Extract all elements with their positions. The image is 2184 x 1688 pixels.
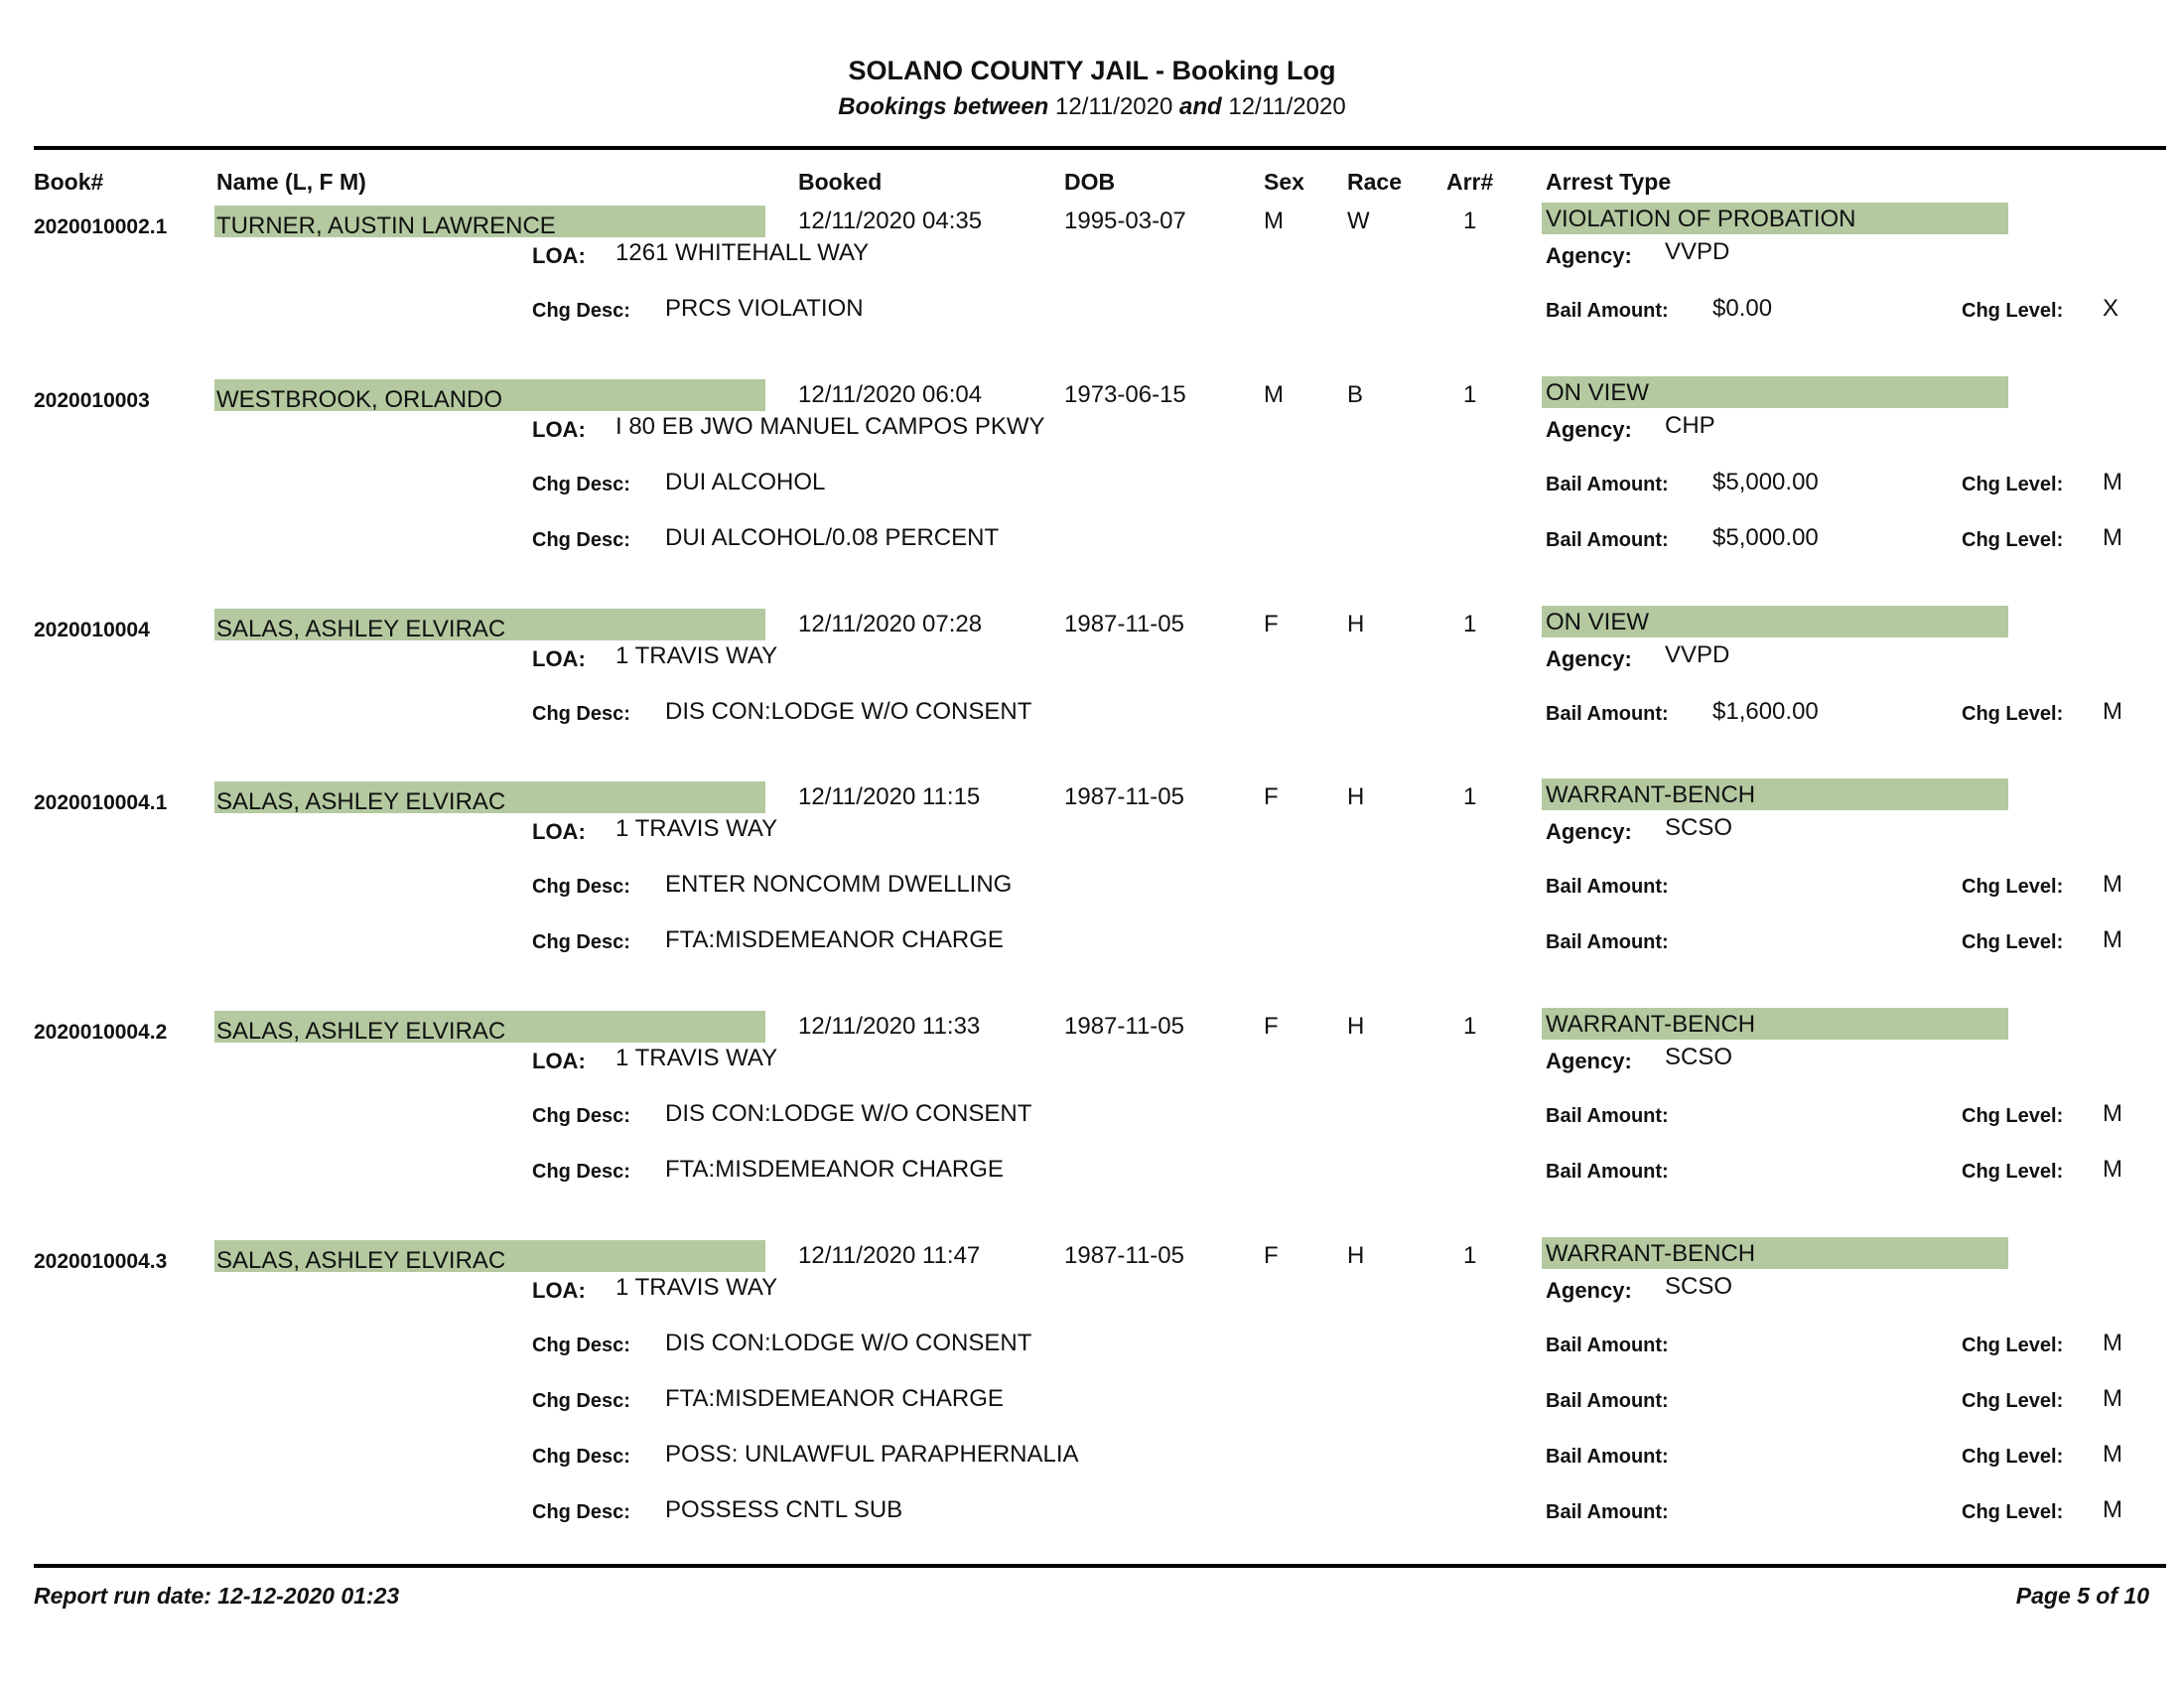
chg-desc-label: Chg Desc: [532,1335,630,1356]
chg-desc-label: Chg Desc: [532,703,630,725]
arrest-type: ON VIEW [1546,379,1650,406]
chg-desc-label: Chg Desc: [532,474,630,495]
race: H [1347,1242,1365,1269]
loa-value: I 80 EB JWO MANUEL CAMPOS PKWY [615,413,1045,440]
agency-value: CHP [1665,412,1715,439]
arrest-type: WARRANT-BENCH [1546,1011,1756,1038]
loa-label: LOA: [532,819,586,844]
chg-level-label: Chg Level: [1962,529,2064,551]
arrest-number: 1 [1463,208,1477,234]
chg-desc-label: Chg Desc: [532,1501,630,1523]
agency-label: Agency: [1546,646,1632,671]
bail-amount-value: $5,000.00 [1712,524,1819,551]
chg-level-label: Chg Level: [1962,1335,2064,1356]
report-run-date: Report run date: 12-12-2020 01:23 [34,1583,400,1609]
chg-level-label: Chg Level: [1962,1501,2064,1523]
date-from: 12/11/2020 [1055,93,1173,120]
charge-description: DUI ALCOHOL/0.08 PERCENT [665,524,1000,551]
bail-amount-value: $5,000.00 [1712,469,1819,495]
chg-level-value: M [2103,524,2122,551]
inmate-name: SALAS, ASHLEY ELVIRAC [216,1247,506,1274]
book-number: 2020010004.1 [34,791,168,814]
chg-level-label: Chg Level: [1962,300,2064,322]
arrest-type: ON VIEW [1546,609,1650,635]
agency-label: Agency: [1546,243,1632,268]
chg-desc-label: Chg Desc: [532,1161,630,1183]
header-rule [34,146,2166,150]
chg-desc-label: Chg Desc: [532,931,630,953]
chg-level-value: X [2103,295,2119,322]
subtitle-and: and [1179,93,1222,120]
chg-desc-label: Chg Desc: [532,876,630,898]
sex: F [1264,1242,1279,1269]
arrest-number: 1 [1463,1013,1477,1040]
book-number: 2020010003 [34,389,150,412]
race: H [1347,783,1365,810]
loa-value: 1261 WHITEHALL WAY [615,239,870,266]
agency-value: SCSO [1665,814,1733,841]
charge-description: DIS CON:LODGE W/O CONSENT [665,1330,1032,1356]
agency-value: SCSO [1665,1273,1733,1300]
col-header-booked: Booked [798,169,883,195]
sex: M [1264,208,1284,234]
sex: F [1264,611,1279,637]
chg-level-value: M [2103,698,2122,725]
bail-amount-label: Bail Amount: [1546,474,1669,495]
charge-description: DIS CON:LODGE W/O CONSENT [665,1100,1032,1127]
chg-level-label: Chg Level: [1962,703,2064,725]
chg-level-label: Chg Level: [1962,931,2064,953]
booked-datetime: 12/11/2020 06:04 [798,381,983,408]
chg-level-label: Chg Level: [1962,1390,2064,1412]
agency-value: VVPD [1665,641,1730,668]
inmate-name: WESTBROOK, ORLANDO [216,386,503,413]
col-header-dob: DOB [1064,169,1116,195]
col-header-arrest-type: Arrest Type [1546,169,1672,195]
chg-level-value: M [2103,1385,2122,1412]
book-number: 2020010004 [34,619,150,641]
charge-description: POSS: UNLAWFUL PARAPHERNALIA [665,1441,1079,1468]
page-number: Page 5 of 10 [2015,1583,2149,1609]
chg-desc-label: Chg Desc: [532,1446,630,1468]
race: B [1347,381,1364,408]
book-number: 2020010002.1 [34,215,168,238]
booked-datetime: 12/11/2020 07:28 [798,611,983,637]
arrest-number: 1 [1463,611,1477,637]
chg-desc-label: Chg Desc: [532,1390,630,1412]
bail-amount-label: Bail Amount: [1546,1161,1669,1183]
date-of-birth: 1987-11-05 [1064,783,1184,810]
report-title: SOLANO COUNTY JAIL - Booking Log [848,56,1336,85]
charge-description: FTA:MISDEMEANOR CHARGE [665,926,1004,953]
arrest-type: WARRANT-BENCH [1546,1240,1756,1267]
chg-level-label: Chg Level: [1962,1105,2064,1127]
bail-amount-value: $0.00 [1712,295,1773,322]
bail-amount-value: $1,600.00 [1712,698,1819,725]
charge-description: POSSESS CNTL SUB [665,1496,903,1523]
inmate-name: SALAS, ASHLEY ELVIRAC [216,1018,506,1045]
loa-value: 1 TRAVIS WAY [615,815,778,842]
charge-description: DUI ALCOHOL [665,469,826,495]
loa-value: 1 TRAVIS WAY [615,642,778,669]
date-of-birth: 1987-11-05 [1064,611,1184,637]
arrest-number: 1 [1463,783,1477,810]
loa-value: 1 TRAVIS WAY [615,1274,778,1301]
charge-description: PRCS VIOLATION [665,295,864,322]
date-of-birth: 1987-11-05 [1064,1242,1184,1269]
bail-amount-label: Bail Amount: [1546,1335,1669,1356]
agency-label: Agency: [1546,417,1632,442]
sex: M [1264,381,1284,408]
date-of-birth: 1995-03-07 [1064,208,1186,234]
bail-amount-label: Bail Amount: [1546,931,1669,953]
date-of-birth: 1987-11-05 [1064,1013,1184,1040]
date-to: 12/11/2020 [1228,93,1346,120]
subtitle-prefix: Bookings between [838,93,1049,120]
chg-desc-label: Chg Desc: [532,529,630,551]
chg-level-value: M [2103,1330,2122,1356]
charge-description: DIS CON:LODGE W/O CONSENT [665,698,1032,725]
col-header-arr: Arr# [1446,169,1494,195]
col-header-name: Name (L, F M) [216,169,366,195]
col-header-book: Book# [34,169,104,195]
loa-label: LOA: [532,1049,586,1073]
bail-amount-label: Bail Amount: [1546,300,1669,322]
chg-level-label: Chg Level: [1962,876,2064,898]
footer-rule [34,1564,2166,1568]
chg-level-value: M [2103,1441,2122,1468]
book-number: 2020010004.3 [34,1250,168,1273]
bail-amount-label: Bail Amount: [1546,703,1669,725]
loa-value: 1 TRAVIS WAY [615,1045,778,1071]
charge-description: FTA:MISDEMEANOR CHARGE [665,1385,1004,1412]
race: W [1347,208,1370,234]
chg-desc-label: Chg Desc: [532,1105,630,1127]
chg-level-value: M [2103,1156,2122,1183]
loa-label: LOA: [532,1278,586,1303]
booked-datetime: 12/11/2020 11:15 [798,783,981,810]
bail-amount-label: Bail Amount: [1546,1105,1669,1127]
agency-value: VVPD [1665,238,1730,265]
col-header-race: Race [1347,169,1402,195]
agency-label: Agency: [1546,1278,1632,1303]
charge-description: FTA:MISDEMEANOR CHARGE [665,1156,1004,1183]
bail-amount-label: Bail Amount: [1546,876,1669,898]
charge-description: ENTER NONCOMM DWELLING [665,871,1013,898]
inmate-name: SALAS, ASHLEY ELVIRAC [216,616,506,642]
arrest-number: 1 [1463,381,1477,408]
col-header-sex: Sex [1264,169,1304,195]
chg-level-value: M [2103,926,2122,953]
bail-amount-label: Bail Amount: [1546,1390,1669,1412]
chg-level-value: M [2103,469,2122,495]
arrest-type: VIOLATION OF PROBATION [1546,206,1856,232]
agency-label: Agency: [1546,819,1632,844]
loa-label: LOA: [532,243,586,268]
arrest-number: 1 [1463,1242,1477,1269]
agency-value: SCSO [1665,1044,1733,1070]
inmate-name: TURNER, AUSTIN LAWRENCE [216,212,556,239]
booked-datetime: 12/11/2020 11:47 [798,1242,981,1269]
sex: F [1264,1013,1279,1040]
sex: F [1264,783,1279,810]
race: H [1347,1013,1365,1040]
arrest-type: WARRANT-BENCH [1546,781,1756,808]
race: H [1347,611,1365,637]
chg-level-label: Chg Level: [1962,1161,2064,1183]
bail-amount-label: Bail Amount: [1546,529,1669,551]
chg-level-value: M [2103,1100,2122,1127]
agency-label: Agency: [1546,1049,1632,1073]
loa-label: LOA: [532,417,586,442]
chg-desc-label: Chg Desc: [532,300,630,322]
date-of-birth: 1973-06-15 [1064,381,1186,408]
inmate-name: SALAS, ASHLEY ELVIRAC [216,788,506,815]
chg-level-label: Chg Level: [1962,1446,2064,1468]
bail-amount-label: Bail Amount: [1546,1446,1669,1468]
chg-level-label: Chg Level: [1962,474,2064,495]
booked-datetime: 12/11/2020 04:35 [798,208,983,234]
chg-level-value: M [2103,871,2122,898]
chg-level-value: M [2103,1496,2122,1523]
bail-amount-label: Bail Amount: [1546,1501,1669,1523]
loa-label: LOA: [532,646,586,671]
report-subtitle [0,93,2184,121]
booked-datetime: 12/11/2020 11:33 [798,1013,981,1040]
book-number: 2020010004.2 [34,1021,168,1044]
